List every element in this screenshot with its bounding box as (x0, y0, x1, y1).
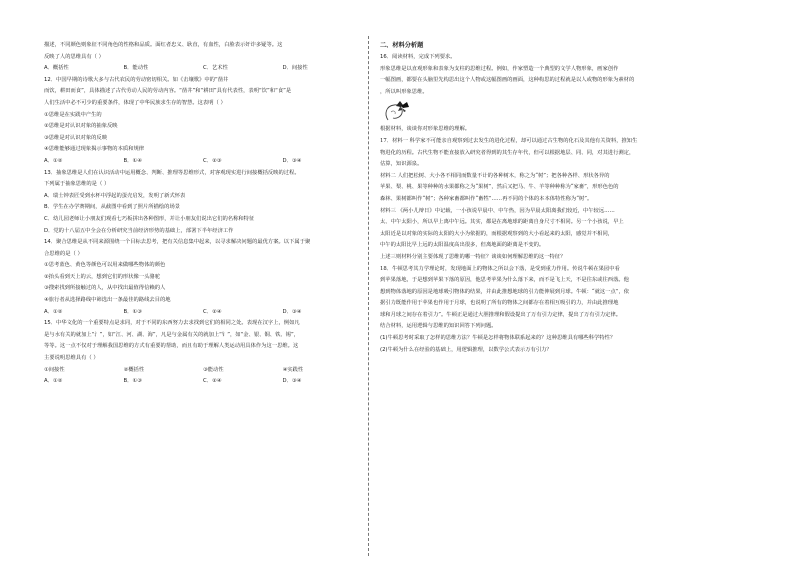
statement-item: ④旅行者从选择路线中筛选出一条最佳的路线去目的地 (44, 297, 171, 304)
option-item: C．幼儿园老师让小朋友们观看七巧板拼出各种图形，并让小朋友们说出它们的名称和特征 (44, 215, 255, 222)
right-column (380, 40, 752, 356)
passage-line: 太阳近是以对象的实际的太阳的大小为依据的，而根据观察到的大小看起来的太阳，感觉并不相同， (380, 230, 614, 237)
passage-line: 17．材料一 科学家不可能亲自观察到过去发生的进化过程，却可以通过古生物的化石及其他有关资料，推知生 (380, 137, 638, 144)
statement-item: ①思考蓝色、黄色等颜色可以用来做哪些物体的颜色 (44, 262, 166, 269)
question-stem: 15．中华文化的一个重要特点是求同，对于不同的东西努力去求找到它们的相同之处。表现在汉字上，例如凡 (44, 320, 300, 327)
option-b: B．①③ (123, 378, 142, 385)
statement-item: ②抬头看到天上的云，想到它们的形状像一头骆驼 (44, 273, 160, 280)
question-prompt: 根据材料，谈谈你对形象思维的理解。 (380, 126, 471, 133)
passage-line: 球和月球之间存在着引力”。牛顿正是通过大胆推理和假设提出了万有引力定律，提出了万有引力定律。 (380, 311, 622, 318)
option-item: D．党的十八届五中全会在分析研究当前经济形势的基础上，部署下半年经济工作 (44, 227, 234, 234)
passage-line: ，所以叫形象思维。 (380, 88, 428, 95)
option-d: D．间接性 (282, 65, 308, 72)
question-16 (380, 52, 752, 136)
option-d: D．③④ (282, 378, 302, 385)
statement-item: ①思维是在实践中产生的 (44, 111, 102, 118)
statement-item: ④思维能够通过现象揭示事物的本质和规律 (44, 146, 145, 153)
passage-line: 18．牛顿思考其力学理论时，发现地面上的物体之所以会下落，是受到重力作用。传说牛顿在果园中看 (380, 265, 620, 272)
question-stem: 13．抽象思维是人们在认识活动中运用概念、判断、推理等思维形式，对客观现实进行间接概括反映的过程。 (44, 169, 300, 176)
intro-line: 描述，不同颜色则象征不同角色的性格和品质。面红者忠义、耿直，有血性，白脸表示奸诈多疑等。这 (44, 42, 283, 48)
statement-item: ②思维是对认识对象的抽象反映 (44, 123, 118, 130)
option-a: A．概括性 (44, 65, 69, 72)
passage-line: 形象思维是以直观形象和表象为支柱的思维过程。例如，作家塑造一个典型的文学人物形象，画家创作 (380, 65, 619, 72)
passage-line: 太、中午太阳小，所以早上离中午远。其实，都是在离地球的距离自身尺寸不相同。另一个小孩说，早上 (380, 219, 624, 226)
sub-question: (2)牛顿为什么在经验的基础上，用逻辑推理，以数学公式表示万有引力？ (380, 346, 552, 353)
intro-line: 反映了人的思维具有（ ） (44, 53, 104, 60)
option-b: B．能动性 (123, 65, 149, 72)
statement-item: ③搜索找到所接触过的人，从中找出最值得信赖的人 (44, 285, 166, 292)
section-title: 二、材料分析题 (380, 42, 424, 49)
sub-question: (1)牛顿思考时采取了怎样的思维方法？牛顿是怎样将物体联系起来的？这种思维具有哪些科学特性？ (380, 335, 616, 342)
statement-item: ③能动性 (203, 366, 224, 373)
option-item: B．学生在办学赛期间，从截图中看到了照片所描绘的场景 (44, 204, 181, 211)
option-b: B．①③ (123, 308, 142, 315)
option-item: A．瑞士钟表匠受到水杯中浮起的蛋壳启发，发明了新式怀表 (44, 192, 186, 199)
option-a: A．①② (44, 308, 63, 315)
question-stem: 主要说明思维具有（ ） (44, 355, 99, 362)
intro-options (44, 63, 362, 75)
question-14 (44, 237, 362, 318)
statement-item: ④实践性 (282, 366, 304, 373)
question-stem: 是与水有关的就加上“氵”，如“江、河、湖、海”，凡是与金属有关的就加上“钅”，如“金、银、铜、铁、锡”， (44, 331, 300, 338)
option-c: C．艺术性 (203, 65, 228, 72)
passage-line: 中午的太阳比早上远的太阳温度高出很多，但离地面的距离是不变的。 (380, 242, 545, 249)
question-stem: 14．聚合思维是从不同来源围绕一个目标去思考，把有关信息集中起来，以寻求解决问题的最优方案。以下属于聚 (44, 239, 311, 246)
question-15 (44, 318, 362, 388)
question-stem: 等等。这一点不仅对于理解我国思维的方式有重要的帮助，而且有助于理解人类运动用具体作为这一思维。这 (44, 343, 299, 350)
passage-line: 想到物体落地的原因是地球吸引物体的结果，并由此推想地球的引力能伸展到月球。牛顿：“就这一点”，依 (380, 288, 630, 295)
passage-line: 材料三 《两小儿辩日》中记载，一小孩说早晨中、中午热，因为早晨太阳离我们较近，中午较远…… (380, 207, 615, 214)
option-c: C．②③ (203, 157, 222, 164)
passage-line: 物进化的历程。古代生物不能直接放入研究者得到的其生存年代，但可以根据地层、同、同，对其进行测定， (380, 149, 635, 156)
option-d: D．③④ (282, 308, 302, 315)
statement-item: ②概括性 (123, 366, 145, 373)
column-divider (368, 36, 369, 556)
question-18 (380, 264, 752, 357)
option-a: A．①② (44, 157, 63, 164)
left-column (44, 40, 362, 388)
question-prompt: 上述三则材料分别主要体现了思维的哪一特征？谈谈如何理解思维的这一特征？ (380, 253, 566, 260)
option-d: D．③④ (282, 157, 302, 164)
option-a: A．①② (44, 378, 63, 385)
option-c: C．②④ (203, 308, 222, 315)
question-heading: 16．阅读材料，完成下列要求。 (380, 54, 456, 60)
statement-item: ③思维是对认识对象的反映 (44, 134, 108, 141)
question-stem: 下列属于抽象思维的是（ ） (44, 181, 110, 188)
question-17 (380, 136, 752, 264)
question-stem: 人们生活中必不可少的重要条件，体现了中华民族求生存的智慧。这表明（ ） (44, 99, 226, 106)
passage-line: 苹果、梨、桃、果等种种的水果都称之为“果树”，然后又把马、牛、羊等种种称为“家畜”，形形色色的 (380, 184, 619, 191)
statement-item: ①间接性 (44, 366, 65, 373)
butterfly-head-figure (382, 100, 416, 122)
question-12 (44, 75, 362, 168)
passage-line: 一幅图画，都要在头脑里先构思出这个人物或这幅图画的画面，这种构思的过程就是以人或物的形象为素材的 (380, 77, 635, 84)
passage-line: 据引力既能作用于苹果也作用于月球，也说明了所有的物体之间都存在着相互吸引的力，并由此推理地 (380, 300, 619, 307)
passage-line: 估算，知识源泉。 (380, 161, 423, 168)
passage-line: 到苹果落地，于是想到苹果下落的原因，他思考苹果为什么落下来，而不是飞上天，不是往东或往西落。他 (380, 277, 629, 284)
question-stem: 而饮，耕田而食”，具体描述了古代劳动人民的劳动内容。“凿井”和“耕田”具有代表性，表明“饮”和“食”是 (44, 88, 292, 95)
answer-options (44, 156, 362, 168)
question-13 (44, 168, 362, 238)
question-stem: 合思维的是（ ） (44, 250, 83, 257)
question-prompt: 结合材料，运用逻辑与思维的知识回答下列问题。 (380, 323, 497, 330)
passage-line: 森林、果树都叫作“树”；各种家畜都叫作“畜牲”……再不同的个体的本本体特性称为“树”。 (380, 195, 593, 202)
answer-options (44, 307, 362, 319)
option-b: B．①④ (123, 157, 142, 164)
answer-options (44, 376, 362, 388)
question-stem: 12．中国早期的诗歌大多与古代农民的劳动密切相关。如《击壤歌》中的“凿井 (44, 76, 229, 83)
passage-line: 材料二 人们把松树、大小各不相同而数量不计的各种树木，称之为“树”；把各种各样、形状各异的 (380, 172, 610, 179)
option-c: C．②④ (203, 378, 222, 385)
statement-items (44, 365, 362, 377)
